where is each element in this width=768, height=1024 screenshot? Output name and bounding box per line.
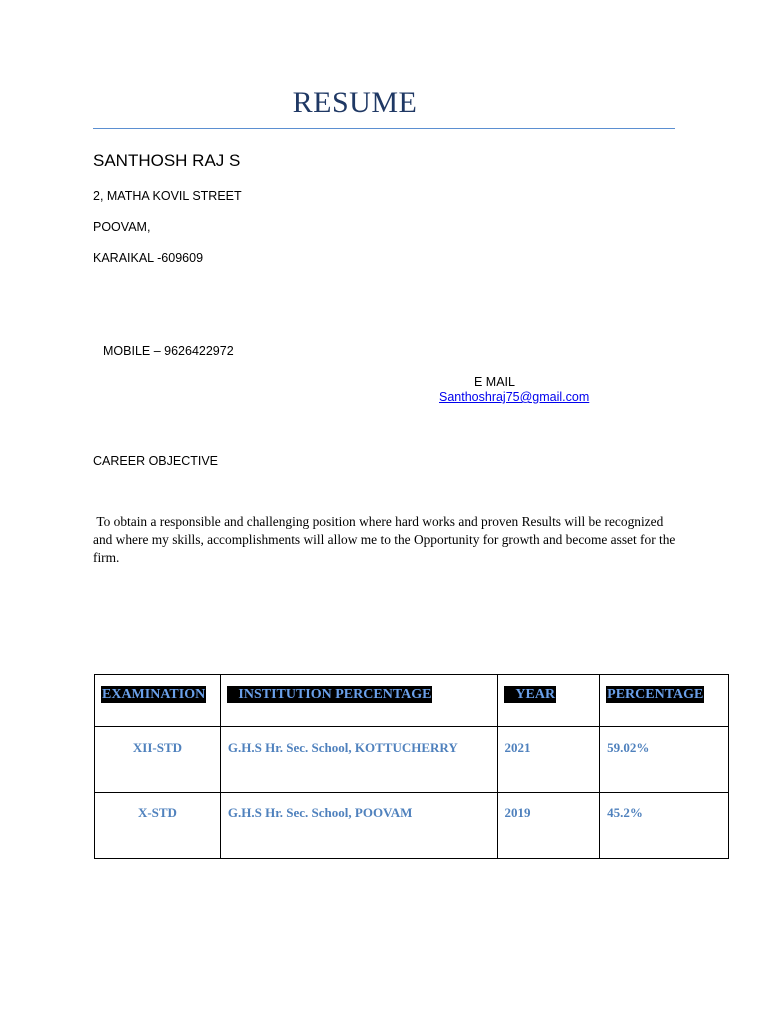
table-row <box>95 793 729 859</box>
header-examination: EXAMINATION <box>102 687 206 702</box>
header-year: YEAR <box>505 687 556 702</box>
header-percentage: PERCENTAGE <box>607 687 704 702</box>
career-objective-text: To obtain a responsible and challenging position where hard works and proven Results will be recognized and where my skills, accomplishments will allow me to the Opportunity for growth and become asset for the firm. <box>93 514 679 565</box>
email-label: E MAIL <box>474 375 515 389</box>
cell-institution: G.H.S Hr. Sec. School, KOTTUCHERRY <box>227 740 458 755</box>
header-institution: INSTITUTION PERCENTAGE <box>227 687 432 702</box>
education-table <box>94 674 729 859</box>
page-title: RESUME <box>292 86 418 119</box>
applicant-name: SANTHOSH RAJ S <box>93 151 241 170</box>
address-line-1: 2, MATHA KOVIL STREET <box>93 189 242 203</box>
table-header-row <box>95 675 729 727</box>
cell-percentage: 45.2% <box>607 805 643 820</box>
cell-examination: X-STD <box>137 805 177 820</box>
title-divider <box>93 128 675 129</box>
cell-institution: G.H.S Hr. Sec. School, POOVAM <box>227 805 413 820</box>
email-link[interactable]: Santhoshraj75@gmail.com <box>439 390 590 404</box>
career-objective-heading: CAREER OBJECTIVE <box>93 454 219 468</box>
address-line-3: KARAIKAL -609609 <box>93 251 204 265</box>
cell-examination: XII-STD <box>132 740 182 755</box>
cell-year: 2019 <box>504 805 531 820</box>
cell-percentage: 59.02% <box>607 740 650 755</box>
mobile-number: MOBILE – 9626422972 <box>103 344 234 358</box>
cell-year: 2021 <box>504 740 531 755</box>
table-row <box>95 727 729 793</box>
address-line-2: POOVAM, <box>93 220 151 234</box>
